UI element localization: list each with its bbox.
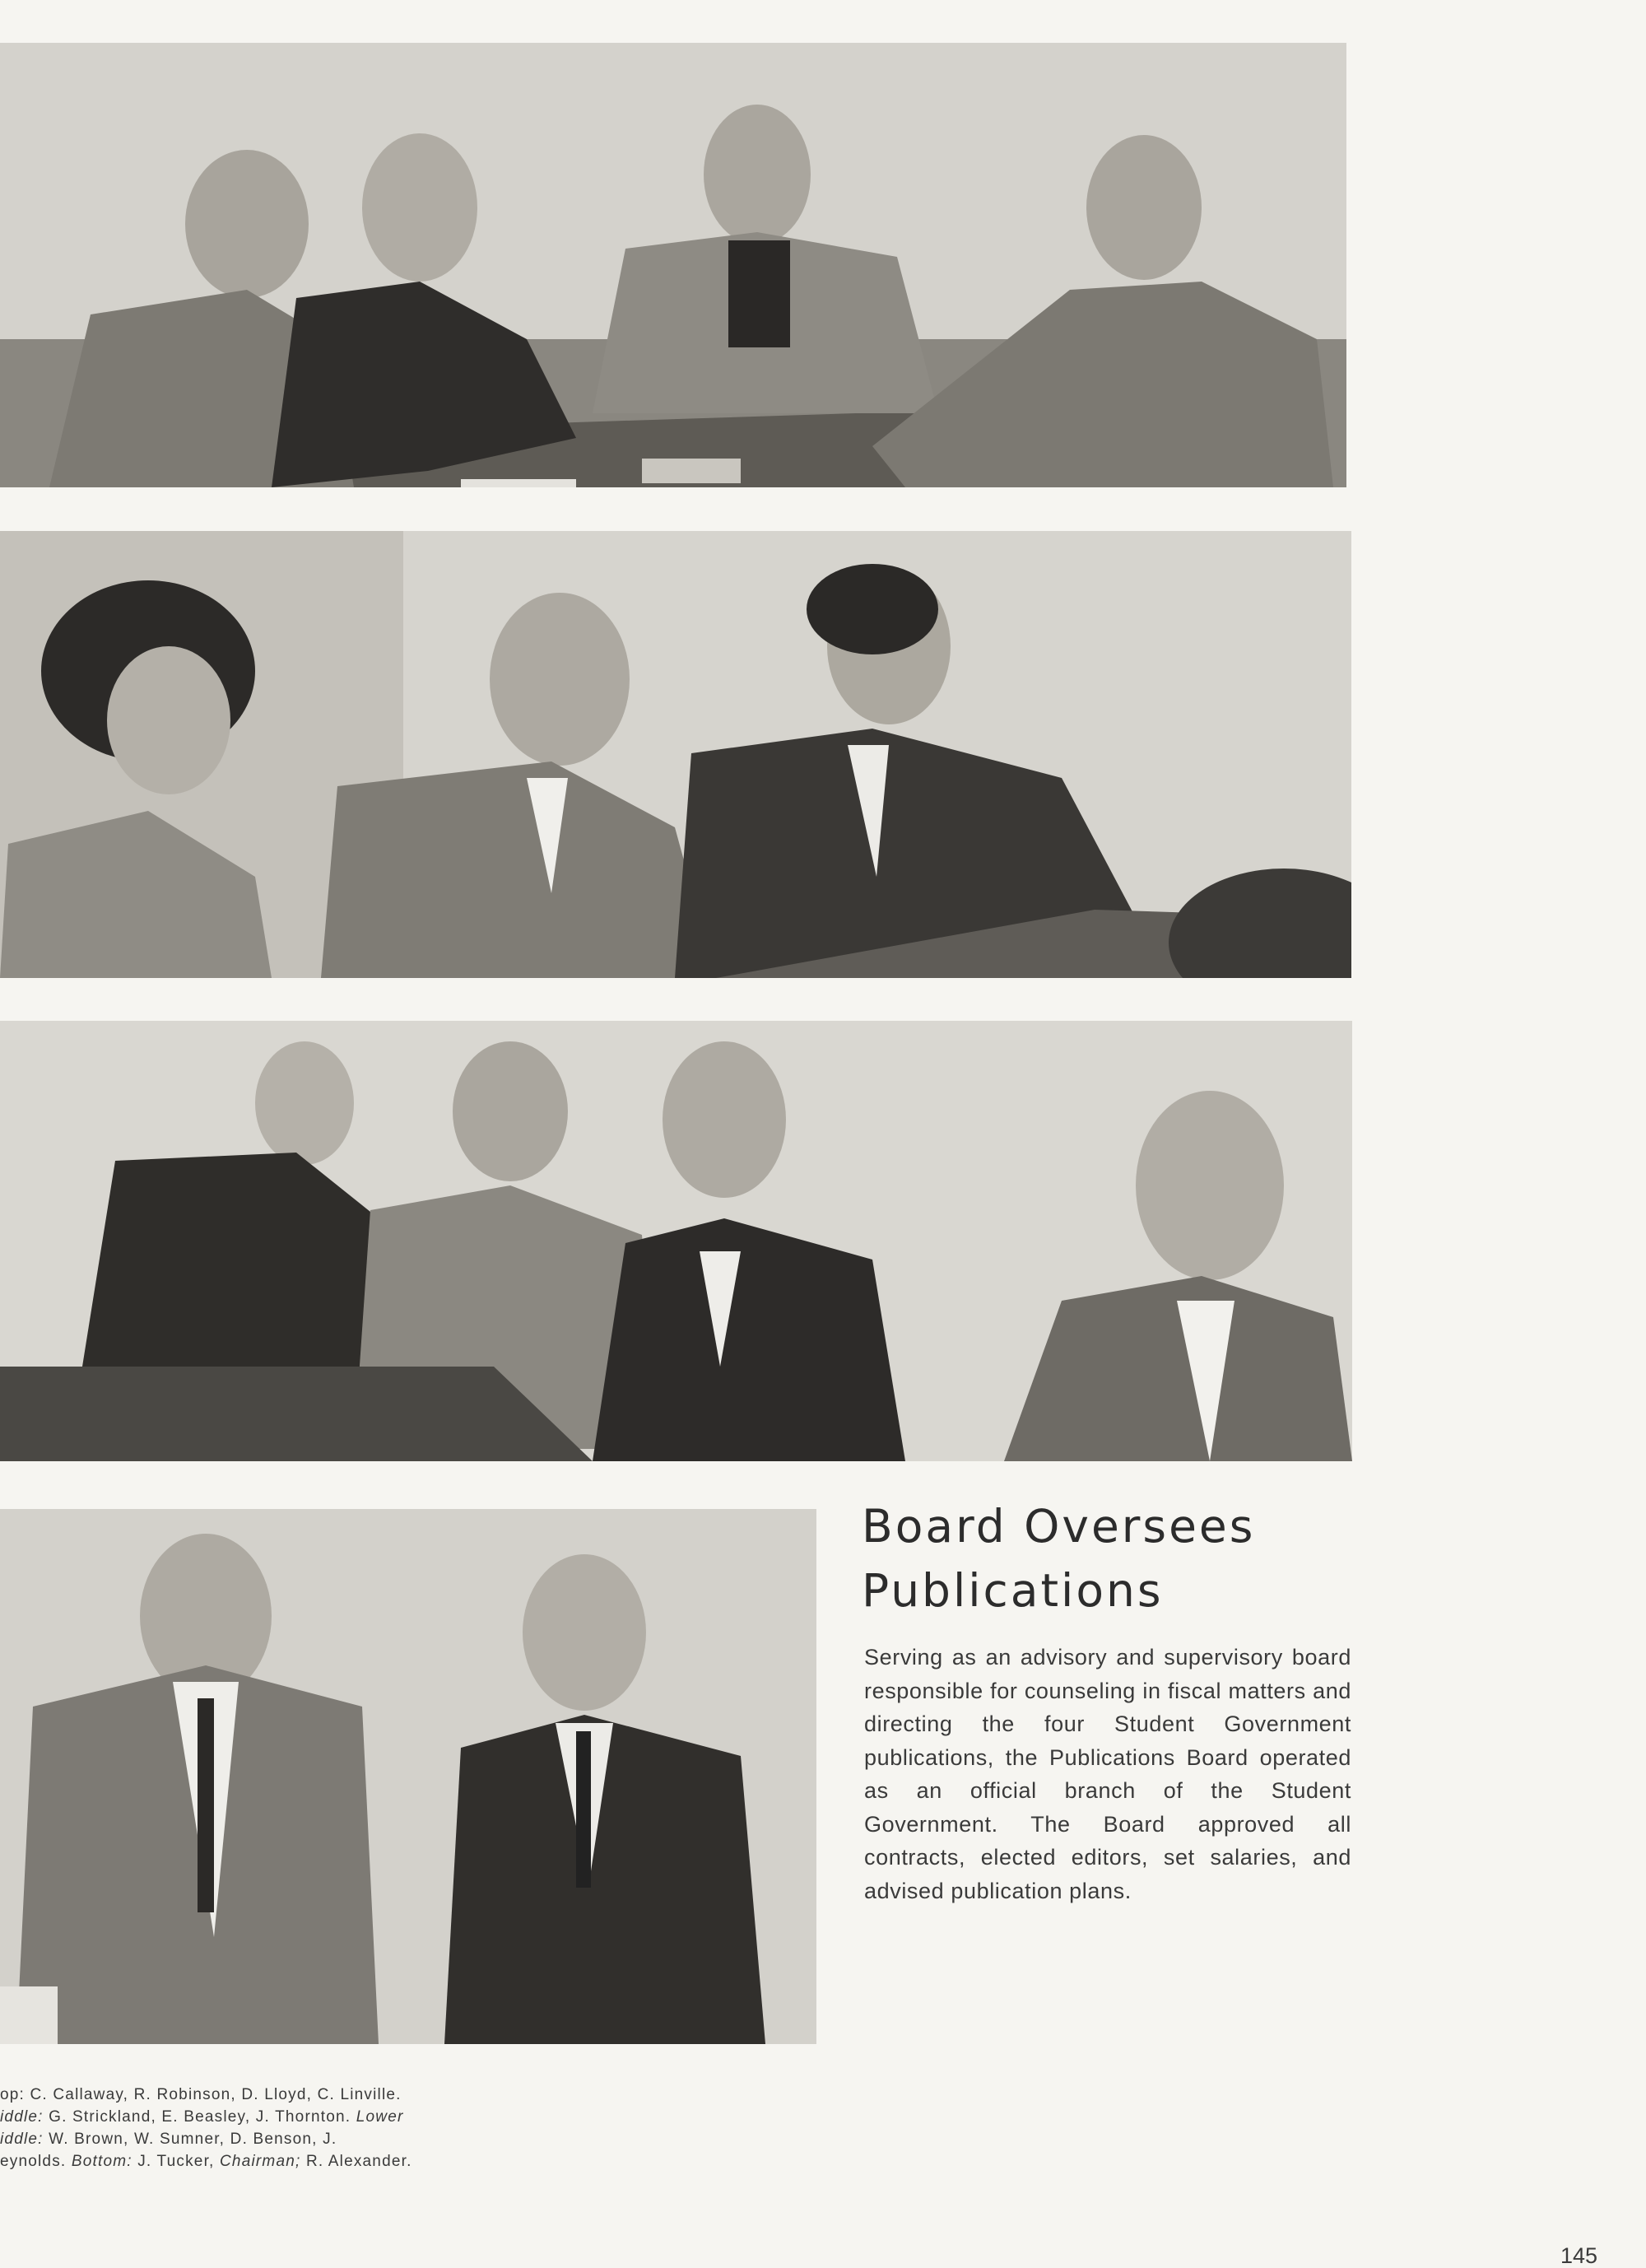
photo-middle-illustration	[0, 531, 1351, 978]
photo-caption	[0, 2084, 479, 2173]
photo-bottom-pair	[0, 1509, 816, 2044]
photo-lower-middle-group	[0, 1021, 1352, 1461]
caption-bottom-names: J. Tucker,	[137, 2153, 215, 2170]
headline	[862, 1494, 1355, 1623]
photo-top-group	[0, 43, 1346, 487]
photo-middle-group	[0, 531, 1351, 978]
caption-bottom-names-end: R. Alexander.	[305, 2153, 412, 2170]
page-number: 145	[1560, 2243, 1598, 2268]
caption-bottom-label: Bottom:	[71, 2153, 133, 2170]
caption-middle-label: iddle:	[0, 2108, 44, 2126]
headline-line-2: Publications	[862, 1564, 1164, 1617]
caption-lower-names: W. Brown, W. Sumner, D. Benson, J.	[49, 2131, 337, 2148]
article-body: Serving as an advisory and supervisory board responsible for counseling in fiscal matters and directing the four Student Government publications, the Publications Board operated as an official branch of the Student Government. The Board approved all contracts, elected editors, set salaries, and advised publication plans.	[864, 1645, 1351, 1903]
caption-lower-label: Lower	[356, 2108, 404, 2126]
caption-middle-names: G. Strickland, E. Beasley, J. Thornton.	[49, 2108, 351, 2126]
caption-lower-names-cont: eynolds.	[0, 2153, 67, 2170]
photo-top-illustration	[0, 43, 1346, 487]
caption-top-names: C. Callaway, R. Robinson, D. Lloyd, C. Linville.	[30, 2086, 402, 2103]
caption-chairman-label: Chairman;	[220, 2153, 301, 2170]
headline-line-1: Board Oversees	[862, 1500, 1256, 1553]
photo-lower-middle-illustration	[0, 1021, 1352, 1461]
photo-bottom-illustration	[0, 1509, 816, 2044]
caption-lower-middle-label: iddle:	[0, 2131, 44, 2148]
caption-top-label: op:	[0, 2086, 26, 2103]
